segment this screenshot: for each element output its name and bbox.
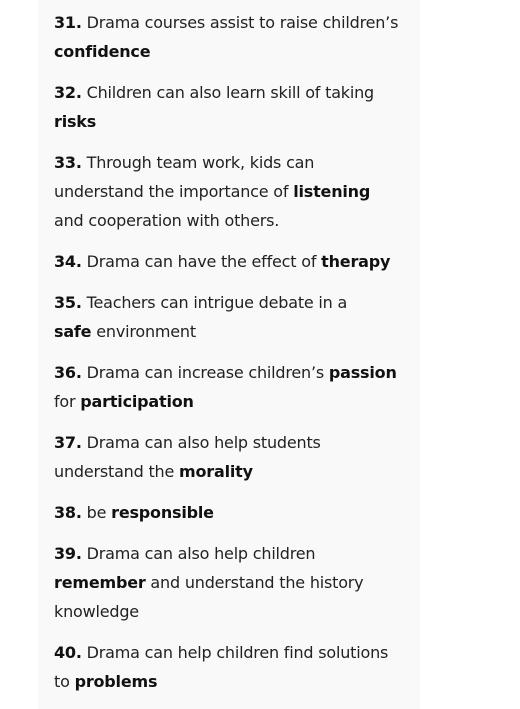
answer-text: Drama can have the effect of xyxy=(81,252,322,271)
answer-number: 33. xyxy=(54,153,82,172)
answer-keyword: passion xyxy=(328,363,397,382)
answer-item xyxy=(54,498,404,527)
answer-text: Drama courses assist to raise children’s xyxy=(81,13,399,32)
answer-number: 32. xyxy=(54,83,82,102)
answer-keyword: morality xyxy=(179,462,253,481)
answer-number: 39. xyxy=(54,544,82,563)
answer-number: 31. xyxy=(54,13,82,32)
answer-item xyxy=(54,78,404,136)
answer-number: 36. xyxy=(54,363,82,382)
answer-keyword: responsible xyxy=(111,503,214,522)
answer-keyword: problems xyxy=(74,672,158,691)
answer-item xyxy=(54,247,404,276)
answer-keyword: therapy xyxy=(321,252,391,271)
answer-keyword: remember xyxy=(54,573,146,592)
answer-keyword: safe xyxy=(54,322,92,341)
answer-text: Teachers can intrigue debate in a xyxy=(81,293,348,312)
answer-text: Drama can increase children’s xyxy=(81,363,329,382)
answer-item xyxy=(54,638,404,696)
answer-text: Drama can also help children xyxy=(81,544,316,563)
answer-number: 38. xyxy=(54,503,82,522)
answer-text: environment xyxy=(91,322,196,341)
answer-item xyxy=(54,288,404,346)
answer-item xyxy=(54,148,404,235)
answer-text: Children can also learn skill of taking xyxy=(81,83,375,102)
answer-keyword: risks xyxy=(54,112,97,131)
answer-text: Through team work, kids can understand the importance of xyxy=(54,153,315,201)
answer-keyword: confidence xyxy=(54,42,151,61)
answer-item xyxy=(54,358,404,416)
answer-item xyxy=(54,539,404,626)
answer-text: and cooperation with others. xyxy=(54,211,280,230)
answer-number: 35. xyxy=(54,293,82,312)
answer-number: 37. xyxy=(54,433,82,452)
answer-text: and understand the history knowledge xyxy=(54,573,364,621)
answer-text: for xyxy=(54,392,81,411)
answer-text: Drama can also help students understand the xyxy=(54,433,321,481)
answer-keyword: listening xyxy=(293,182,371,201)
answer-number: 34. xyxy=(54,252,82,271)
answer-keyword: participation xyxy=(80,392,194,411)
answer-list xyxy=(54,8,404,708)
answer-number: 40. xyxy=(54,643,82,662)
answer-text: Drama can help children find solutions to xyxy=(54,643,389,691)
answer-item xyxy=(54,8,404,66)
answer-text: be xyxy=(81,503,112,522)
answer-item xyxy=(54,428,404,486)
